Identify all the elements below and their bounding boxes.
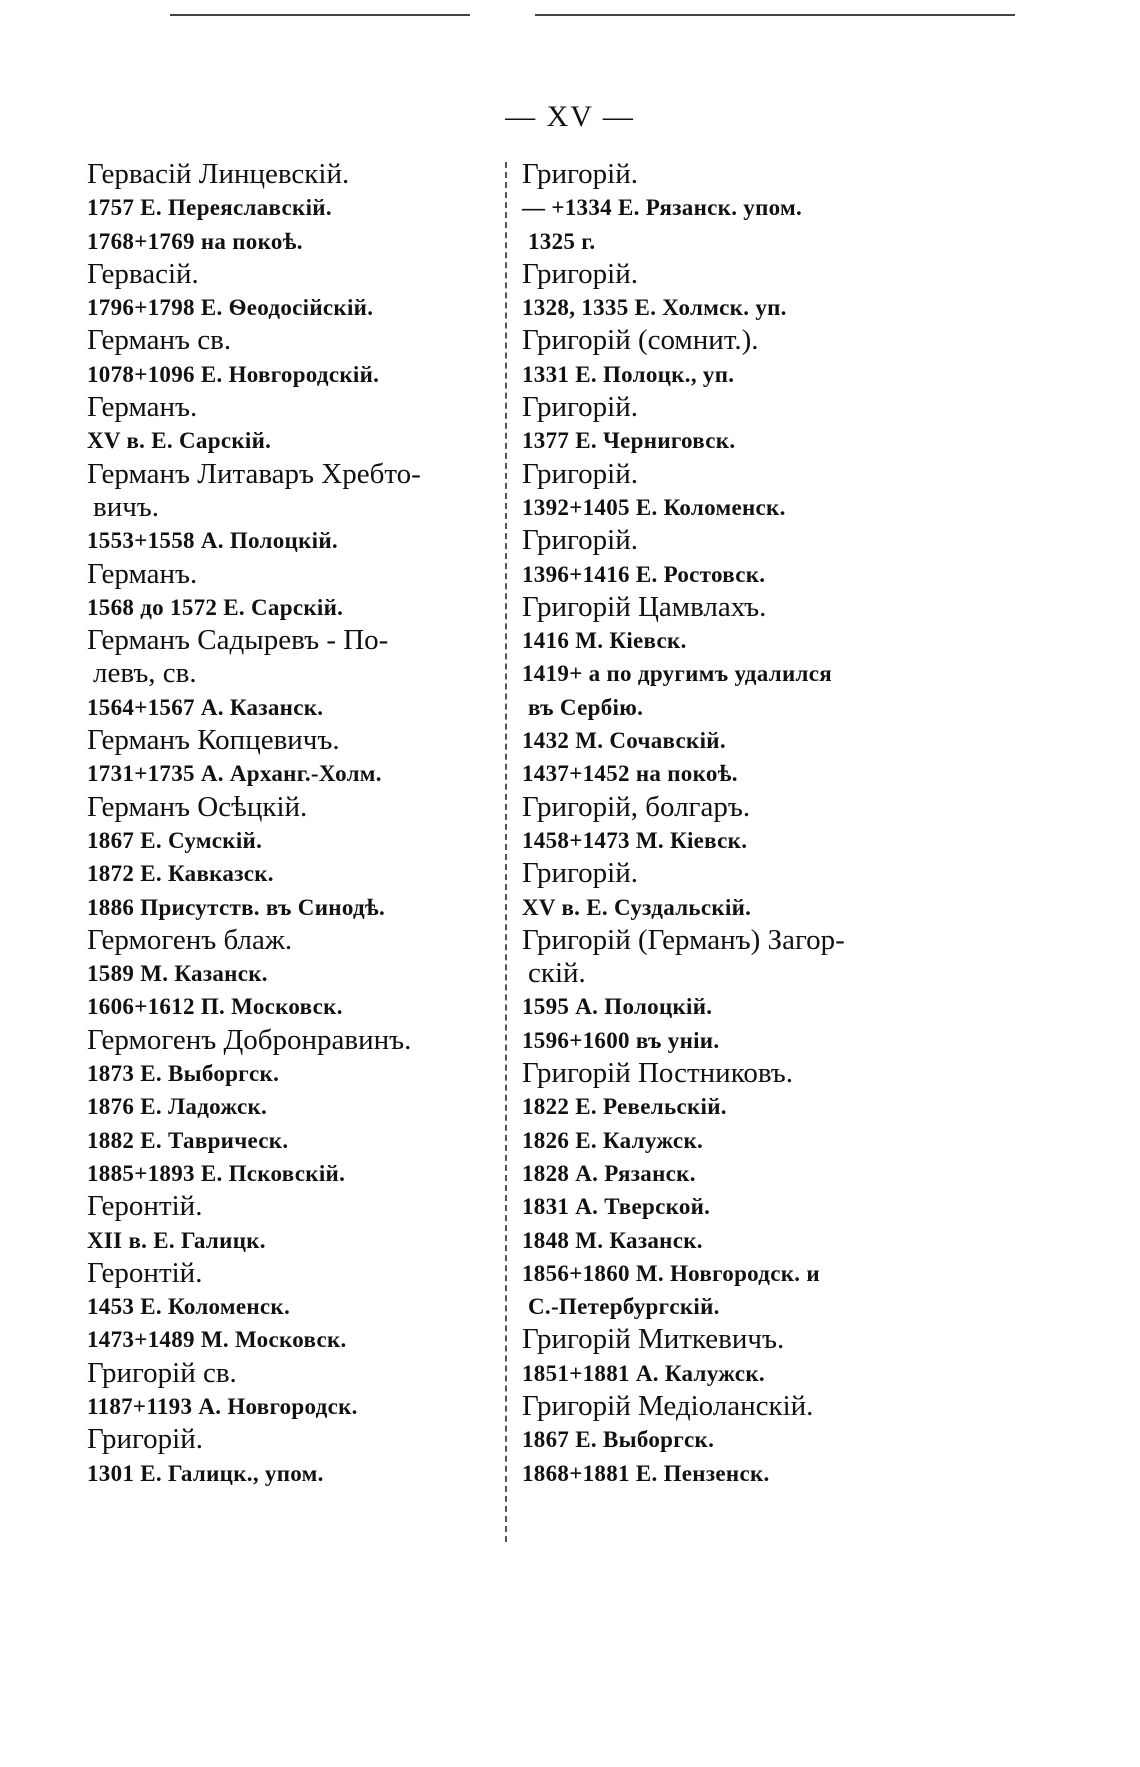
- entry-info: 1437+1452 на покоѣ.: [522, 761, 738, 787]
- entry-name: Григорій св.: [87, 1356, 237, 1389]
- entry-info: 1458+1473 М. Кіевск.: [522, 827, 748, 853]
- entry-name: Германъ Осѣцкій.: [87, 790, 308, 823]
- entry-info: XV в. Е. Сарскій.: [87, 428, 272, 454]
- entry-name: Григорій Миткевичъ.: [522, 1323, 785, 1356]
- entry-info: 1867 Е. Выборгск.: [522, 1427, 715, 1453]
- entry-info: 1078+1096 Е. Новгородскій.: [87, 361, 380, 387]
- entry-name: Германъ.: [87, 391, 198, 424]
- entry-info: 1416 М. Кіевск.: [522, 628, 687, 654]
- entry-name: Геронтій.: [87, 1256, 203, 1289]
- entry-info: 1796+1798 Е. Ѳеодосійскій.: [87, 295, 374, 321]
- entry-info: 1419+ а по другимъ удалился: [522, 661, 832, 687]
- entry-info: 1432 М. Сочавскій.: [522, 728, 726, 754]
- entry-info: 1377 Е. Черниговск.: [522, 428, 736, 454]
- entry-info: 1595 А. Полоцкій.: [522, 994, 713, 1020]
- entry-info: 1328, 1335 Е. Холмск. уп.: [522, 295, 787, 321]
- entry-info: 1826 Е. Калужск.: [522, 1127, 704, 1153]
- entry-info: 1453 Е. Коломенск.: [87, 1294, 291, 1320]
- entry-name: вичъ.: [93, 490, 160, 523]
- entry-name: Григорій Постниковъ.: [522, 1057, 794, 1090]
- entry-name: Григорій (сомнит.).: [522, 324, 759, 357]
- entry-info: 1568 до 1572 Е. Сарскій.: [87, 594, 344, 620]
- entry-name: Григорій.: [87, 1423, 203, 1456]
- entry-info: 1831 А. Тверской.: [522, 1194, 711, 1220]
- entry-info: 1564+1567 А. Казанск.: [87, 694, 324, 720]
- entry-info: 1396+1416 Е. Ростовск.: [522, 561, 766, 587]
- entry-info: 1768+1769 на покоѣ.: [87, 228, 303, 254]
- entry-info: 1867 Е. Сумскій.: [87, 827, 263, 853]
- entry-name: Гервасій.: [87, 257, 199, 290]
- entry-info: 1553+1558 А. Полоцкій.: [87, 528, 338, 554]
- entry-name: Григорій.: [522, 391, 638, 424]
- entry-name: скій.: [528, 957, 586, 990]
- entry-info: 1473+1489 М. Московск.: [87, 1327, 347, 1353]
- entry-info: 1848 М. Казанск.: [522, 1227, 703, 1253]
- entry-info: 1872 Е. Кавказск.: [87, 861, 274, 887]
- entry-name: Григорій (Германъ) Загор-: [522, 923, 845, 956]
- entry-name: Григорій Медіоланскій.: [522, 1389, 814, 1422]
- entry-name: Германъ.: [87, 557, 198, 590]
- top-rule-right: [535, 14, 1015, 16]
- entry-name: левъ, св.: [93, 657, 197, 690]
- entry-info: — +1334 Е. Рязанск. упом.: [522, 195, 803, 221]
- entry-info: 1325 г.: [528, 228, 596, 254]
- entry-info: 1187+1193 А. Новгородск.: [87, 1393, 358, 1419]
- right-column: [522, 158, 922, 1490]
- entry-info: 1606+1612 П. Московск.: [87, 994, 343, 1020]
- entry-info: 1392+1405 Е. Коломенск.: [522, 494, 786, 520]
- entry-name: Григорій, болгаръ.: [522, 790, 751, 823]
- entry-info: 1886 Присутств. въ Синодѣ.: [87, 894, 386, 920]
- entry-info: 1828 А. Рязанск.: [522, 1160, 696, 1186]
- entry-info: 1822 Е. Ревельскій.: [522, 1094, 727, 1120]
- entry-info: 1868+1881 Е. Пензенск.: [522, 1460, 770, 1486]
- entry-name: Григорій Цамвлахъ.: [522, 590, 767, 623]
- entry-info: 1331 Е. Полоцк., уп.: [522, 361, 735, 387]
- entry-info: 1589 М. Казанск.: [87, 961, 268, 987]
- entry-name: Гервасій Линцевскій.: [87, 158, 350, 190]
- entry-name: Григорій.: [522, 457, 638, 490]
- entry-info: XV в. Е. Суздальскій.: [522, 894, 752, 920]
- entry-name: Гермогенъ блаж.: [87, 923, 293, 956]
- entry-name: Григорій.: [522, 857, 638, 890]
- page-number-header: — XV —: [505, 100, 635, 133]
- entry-info: 1757 Е. Переяславскій.: [87, 195, 332, 221]
- entry-info: 1885+1893 Е. Псковскій.: [87, 1160, 346, 1186]
- entry-info: 1851+1881 А. Калужск.: [522, 1360, 765, 1386]
- entry-name: Геронтій.: [87, 1190, 203, 1223]
- top-rule-left: [170, 14, 470, 16]
- entry-info: 1596+1600 въ уніи.: [522, 1027, 720, 1053]
- entry-info: 1856+1860 М. Новгородск. и: [522, 1260, 820, 1286]
- entry-info: 1876 Е. Ладожск.: [87, 1094, 268, 1120]
- entry-name: Германъ Литаваръ Хребто-: [87, 457, 421, 490]
- entry-info: XII в. Е. Галицк.: [87, 1227, 266, 1253]
- entry-info: 1731+1735 А. Арханг.-Холм.: [87, 761, 382, 787]
- entry-name: Григорій.: [522, 524, 638, 557]
- entry-info: 1882 Е. Таврическ.: [87, 1127, 289, 1153]
- entry-name: Гермогенъ Добронравинъ.: [87, 1023, 412, 1056]
- entry-name: Германъ Садыревъ - По-: [87, 624, 389, 657]
- entry-name: Германъ св.: [87, 324, 232, 357]
- entry-info: С.-Петербургскій.: [528, 1294, 720, 1320]
- entry-info: 1301 Е. Галицк., упом.: [87, 1460, 324, 1486]
- entry-name: Григорій.: [522, 158, 638, 190]
- column-divider: [505, 162, 507, 1542]
- entry-info: въ Сербію.: [528, 694, 644, 720]
- left-column: [87, 158, 507, 1490]
- entry-name: Германъ Копцевичъ.: [87, 724, 340, 757]
- entry-info: 1873 Е. Выборгск.: [87, 1061, 280, 1087]
- entry-name: Григорій.: [522, 257, 638, 290]
